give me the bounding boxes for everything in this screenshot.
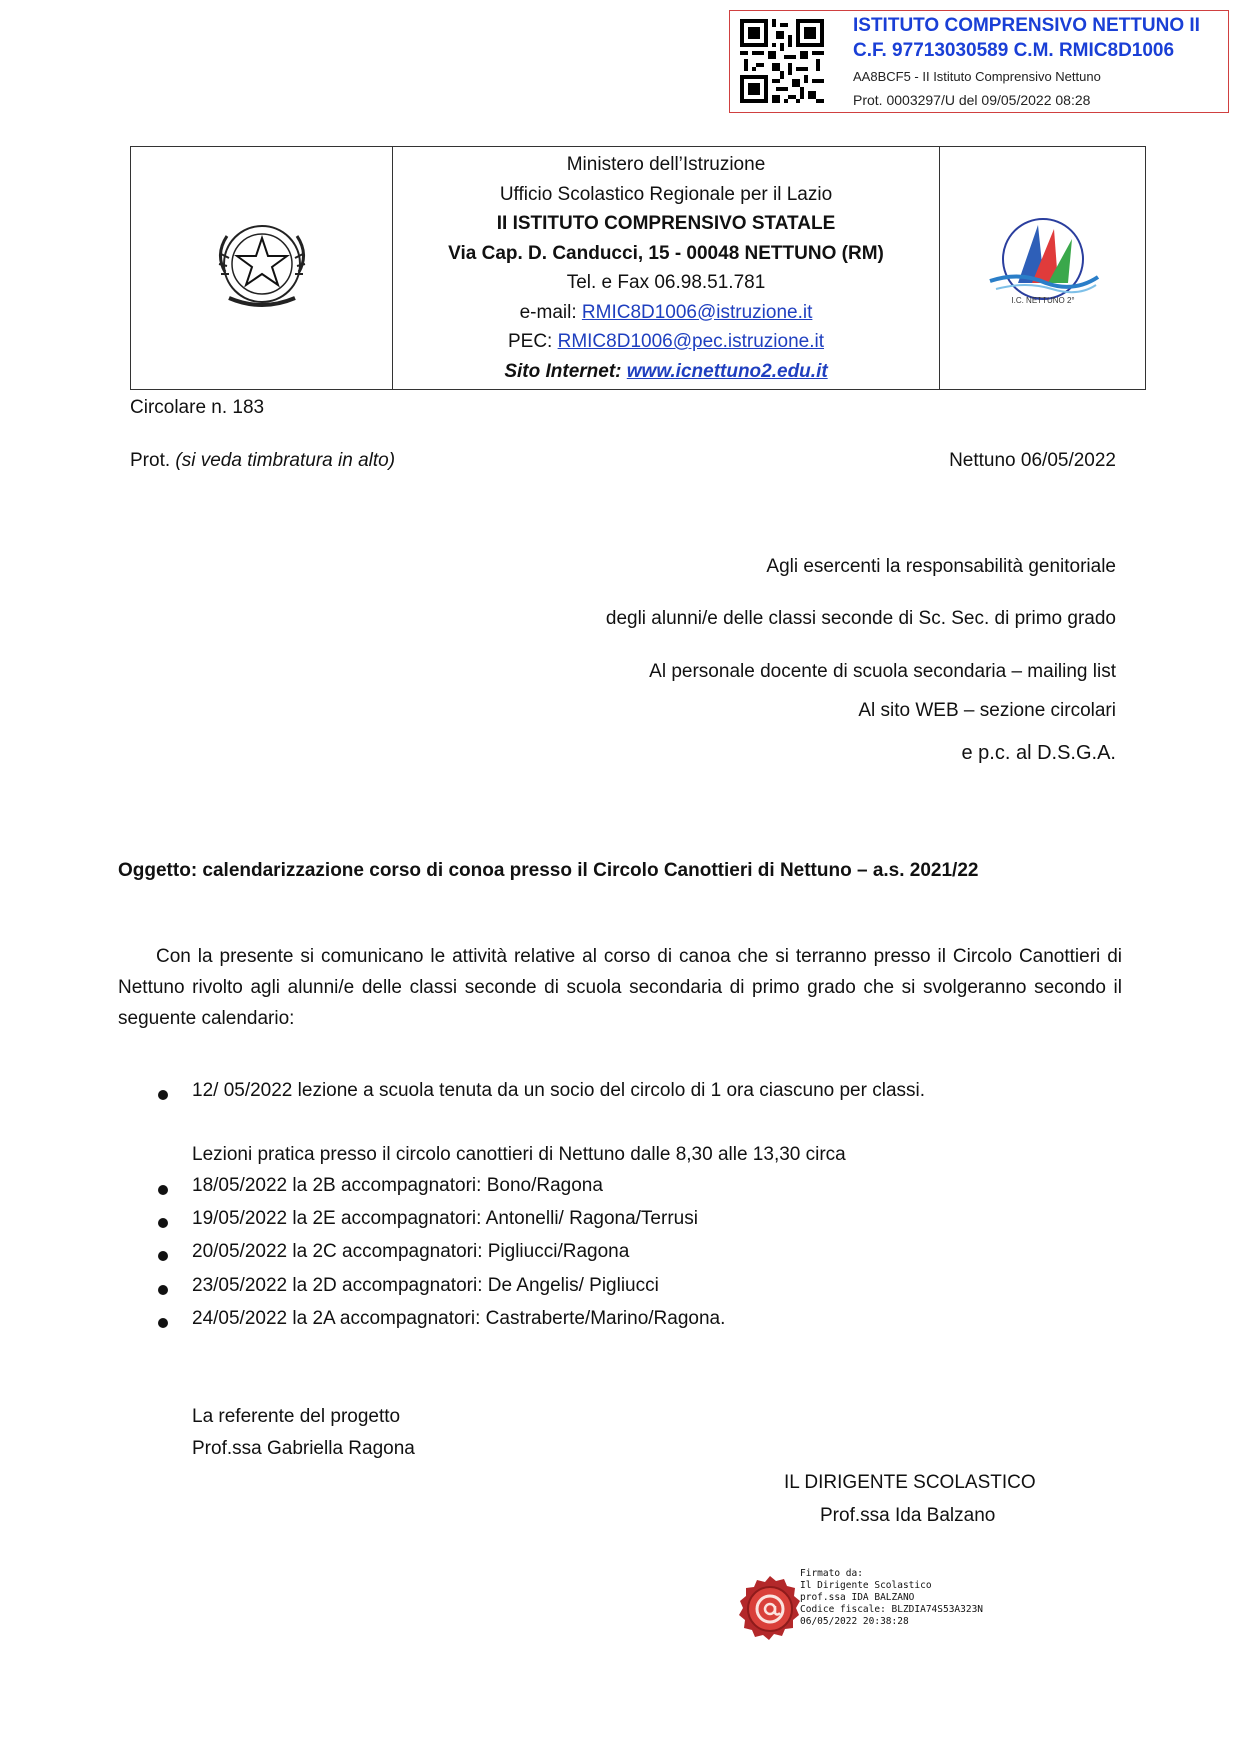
recipient-line: degli alunni/e delle classi seconde di Sc. Sec. di primo grado	[605, 608, 1116, 629]
bullet-icon	[158, 1285, 168, 1295]
emblem-cell	[131, 147, 393, 390]
principal-name: Prof.ssa Ida Balzano	[820, 1505, 996, 1526]
protocol-note: (si veda timbratura in alto)	[175, 450, 396, 471]
recipient-line: Agli esercenti la responsabilità genitoriale	[766, 556, 1116, 577]
circular-number: Circolare n. 183	[130, 397, 265, 418]
referent-name: Prof.ssa Gabriella Ragona	[192, 1438, 415, 1459]
signature-info	[800, 1568, 983, 1628]
site-label: Sito Internet:	[504, 360, 627, 382]
schedule-item: 18/05/2022 la 2B accompagnatori: Bono/Ragona	[192, 1175, 603, 1196]
signature-line: prof.ssa IDA BALZANO	[800, 1592, 915, 1603]
digital-signature-seal-icon	[734, 1573, 806, 1645]
recipient-line: Al personale docente di scuola secondaria – mailing list	[649, 661, 1116, 682]
schedule-item: 20/05/2022 la 2C accompagnatori: Pigliucci/Ragona	[192, 1241, 630, 1262]
stamp-codes: C.F. 97713030589 C.M. RMIC8D1006	[853, 40, 1175, 61]
bullet-icon	[158, 1318, 168, 1328]
subject-line: Oggetto: calendarizzazione corso di conoa presso il Circolo Canottieri di Nettuno – a.s. 2021/22	[118, 860, 979, 881]
school-phone: Tel. e Fax 06.98.51.781	[566, 272, 766, 293]
place-date: Nettuno 06/05/2022	[949, 450, 1116, 471]
signature-line: Codice fiscale: BLZDIA74S53A323N	[800, 1604, 984, 1615]
signature-line: 06/05/2022 20:38:28	[800, 1616, 909, 1627]
intro-text: Con la presente si comunicano le attività relative al corso di canoa che si terranno presso il Circolo Canottieri di Nettuno rivolto agli alunni/e delle classi seconde di scuola secondaria di primo grado che si svolgeranno secondo il seguente calendario:	[118, 946, 1122, 1029]
letterhead-info	[393, 147, 940, 390]
protocol-label: Prot.	[130, 450, 176, 471]
regional-office: Ufficio Scolastico Regionale per il Lazio	[499, 183, 833, 205]
school-logo-icon	[978, 211, 1108, 321]
bullet-icon	[158, 1185, 168, 1195]
letterhead-table	[130, 146, 1146, 390]
email-label: e-mail:	[519, 301, 582, 323]
recipient-line: e p.c. al D.S.G.A.	[961, 742, 1116, 764]
intro-paragraph	[118, 941, 1122, 1034]
qr-code-icon	[740, 19, 824, 103]
stamp-institute: ISTITUTO COMPRENSIVO NETTUNO II	[853, 15, 1200, 36]
bullet-icon	[158, 1218, 168, 1228]
stamp-protocol: Prot. 0003297/U del 09/05/2022 08:28	[853, 92, 1091, 108]
email-link[interactable]: RMIC8D1006@istruzione.it	[581, 301, 813, 323]
protocol-line	[130, 450, 395, 472]
signature-line: Firmato da:	[800, 1568, 863, 1579]
school-address: Via Cap. D. Canducci, 15 - 00048 NETTUNO (RM)	[448, 242, 884, 264]
bullet-icon	[158, 1251, 168, 1261]
ministry-name: Ministero dell’Istruzione	[566, 154, 766, 175]
school-logo-cell	[940, 147, 1146, 390]
recipient-line: Al sito WEB – sezione circolari	[858, 700, 1116, 721]
practice-intro: Lezioni pratica presso il circolo canottieri di Nettuno dalle 8,30 alle 13,30 circa	[192, 1144, 846, 1165]
school-lesson-item: 12/ 05/2022 lezione a scuola tenuta da un socio del circolo di 1 ora ciascuno per classi.	[192, 1080, 926, 1101]
school-logo-text: I.C. NETTUNO 2°	[1010, 295, 1075, 305]
school-name: II ISTITUTO COMPRENSIVO STATALE	[496, 213, 836, 234]
site-line	[393, 357, 939, 387]
stamp-aoo: AA8BCF5 - II Istituto Comprensivo Nettuno	[853, 69, 1101, 84]
protocol-stamp	[729, 10, 1229, 113]
email-line	[393, 298, 939, 328]
signature-line: Il Dirigente Scolastico	[800, 1580, 932, 1591]
pec-link[interactable]: RMIC8D1006@pec.istruzione.it	[557, 331, 825, 352]
principal-title: IL DIRIGENTE SCOLASTICO	[784, 1472, 1036, 1493]
referent-title: La referente del progetto	[192, 1406, 401, 1427]
schedule-item: 19/05/2022 la 2E accompagnatori: Antonelli/ Ragona/Terrusi	[192, 1208, 698, 1229]
republic-emblem-icon	[207, 214, 317, 318]
schedule-item: 23/05/2022 la 2D accompagnatori: De Angelis/ Pigliucci	[192, 1275, 659, 1296]
bullet-icon	[158, 1090, 168, 1100]
site-link[interactable]: www.icnettuno2.edu.it	[626, 360, 828, 382]
pec-label: PEC:	[507, 331, 558, 352]
pec-line	[393, 327, 939, 357]
schedule-item: 24/05/2022 la 2A accompagnatori: Castraberte/Marino/Ragona.	[192, 1308, 726, 1329]
